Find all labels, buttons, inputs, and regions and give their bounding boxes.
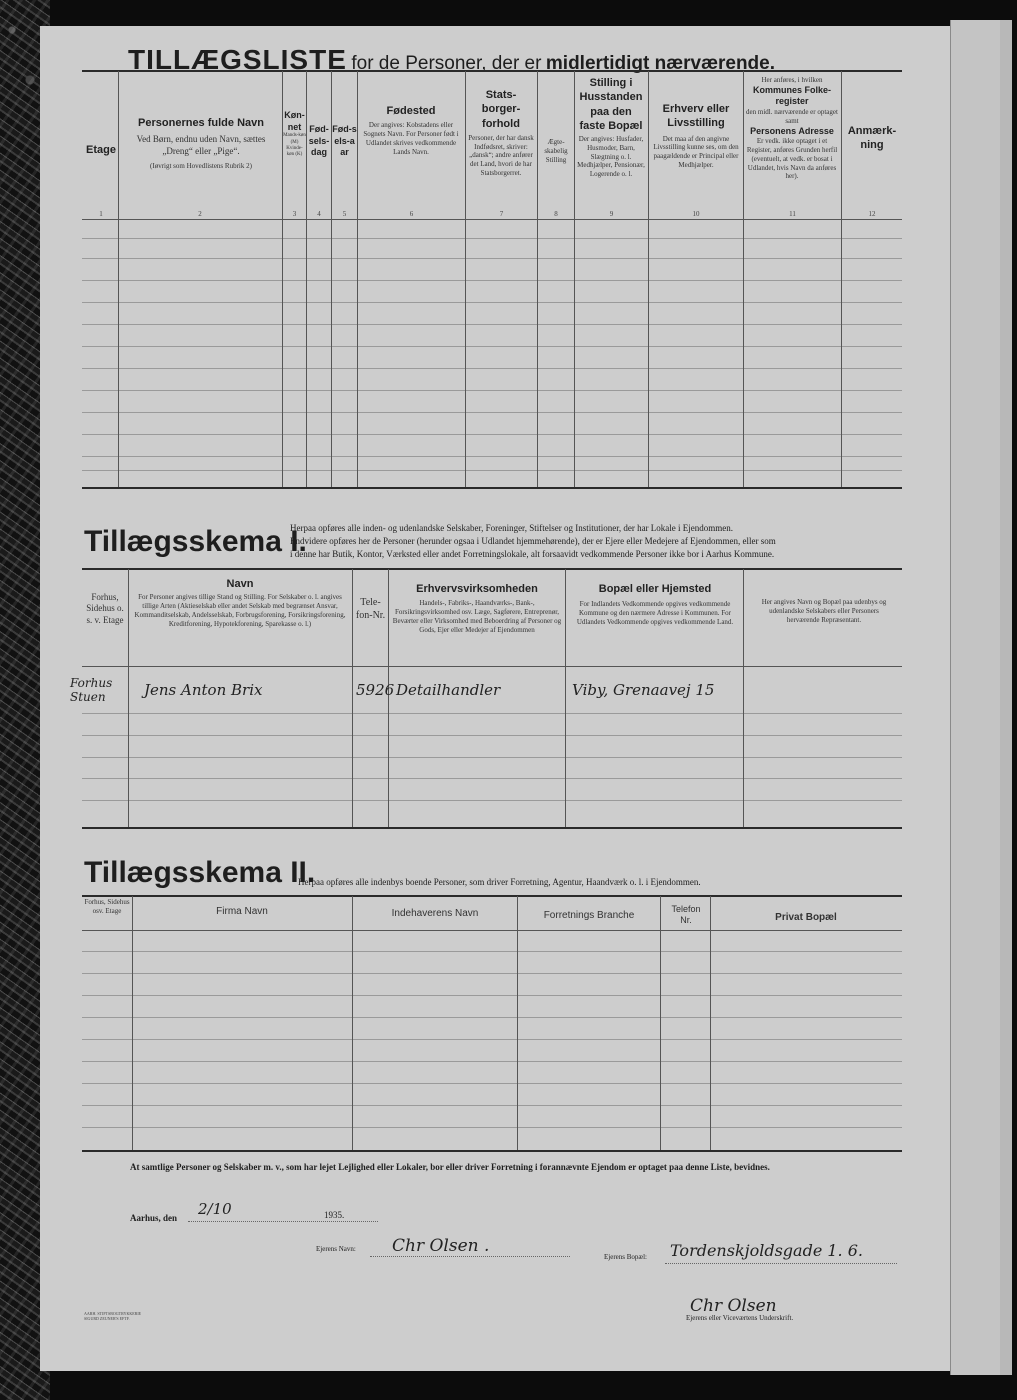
col-num: 7 <box>499 210 504 218</box>
form-title-bold: midlertidigt nærværende. <box>545 53 776 74</box>
col-koen-header: Køn-net Mands-køn (M) Kvinde-køn (K) <box>283 110 306 158</box>
attestation-statement: At samtlige Personer og Selskaber m. v., som har lejet Lejlighed eller Lokaler, bor eller driver Forretning i forannævnte Ejendom er optaget paa denne Liste, bevidnes. <box>130 1162 770 1172</box>
s2-firma-header: Firma Navn <box>216 906 268 917</box>
s1-row-erhverv: Detailhandler <box>396 681 501 699</box>
owner-address-label: Ejerens Bopæl: <box>604 1253 647 1261</box>
col-erhverv-header: Erhverv eller Livsstilling Det maa af den angivne Livsstilling kunne ses, om den paagældende er Principal eller Medhjælper. <box>653 103 739 169</box>
col-num: 3 <box>292 210 297 218</box>
owner-address-handwritten: Tordenskjoldsgade 1. 6. <box>670 1241 863 1260</box>
col-navn-note: (Iøvrigt som Hovedlistens Rubrik 2) <box>150 161 252 170</box>
col-statsborger-header: Stats-borger-forhold Personer, der har dansk Indfødsret, skriver: „dansk“; andre anfører det Land, hvori de har Statsborgerret. <box>468 89 534 177</box>
s1-bopael-header: Bopæl eller Hjemsted For Indlandets Vedkommende opgives vedkommende Kommune og den nærmere Adresse i Kommunen. For Udlandets Vedkommende opgives vedkommende Land. <box>576 583 734 626</box>
col-num: 2 <box>198 210 202 218</box>
signature-label: Ejerens eller Viceværtens Underskrift. <box>686 1314 794 1322</box>
s1-row-telefon: 5926 <box>356 681 395 699</box>
skema2-intro: Herpaa opføres alle indenbys boende Personer, som driver Forretning, Agentur, Haandværk o. l. i Ejendommen. <box>298 877 701 887</box>
signature-handwritten: Chr Olsen <box>690 1296 777 1316</box>
col-etage-header: Etage <box>86 144 116 156</box>
s1-row-navn: Jens Anton Brix <box>144 681 263 699</box>
s1-etage-header: Forhus, Sidehus o. s. v. Etage <box>86 592 124 625</box>
owner-name-label: Ejerens Navn: <box>316 1245 356 1253</box>
col-foedselsaar-header: Fød-sels-aar <box>332 124 357 158</box>
date-handwritten: 2/10 <box>198 1200 232 1218</box>
printer-imprint: AARH. STIFTSBOGTRYKKERIE SIGURD ZEUNER'S EFTF. <box>84 1311 142 1322</box>
city-label: Aarhus, den <box>130 1213 178 1223</box>
col-husstand-header: Stilling i Husstanden paa den faste Bopæl Der angives: Husfader, Husmoder, Barn, Slægtning o. l. Medhjælper, Pensionær, Logerende o. l. <box>577 77 645 179</box>
s2-bopael-header: Privat Bopæl <box>775 912 837 923</box>
date-line <box>130 1208 350 1224</box>
col-num: 5 <box>342 210 347 218</box>
col-num: 12 <box>868 210 876 218</box>
skema2-title: Tillægsskema II. <box>84 856 316 889</box>
owner-name-handwritten: Chr Olsen . <box>392 1236 490 1256</box>
s2-branche-header: Forretnings Branche <box>543 910 635 921</box>
s1-telefon-header: Tele-fon-Nr. <box>355 597 386 621</box>
s1-navn-header: Navn For Personer angives tillige Stand og Stilling. For Selskaber o. l. angives tillige Arten (Aktieselskab eller andet Selskab med begrænset Ansvar, Kommanditselskab, Andelsselskab, Forbrugsforening, Forsikringsforening, Kreditforening, Hypotekforening, Sparekasse o. l.) <box>134 578 346 628</box>
s1-repraesentant-header: Her angives Navn og Bopæl paa udenbys og udenlandske Selskabers eller Personers herværende Repræsentant. <box>761 598 887 624</box>
s1-row-etage: Forhus Stuen <box>70 676 113 705</box>
s2-etage-header: Forhus, Sidehus osv. Etage <box>84 898 130 915</box>
col-aegteskab-header: Ægte-skabelig Stilling <box>544 138 568 164</box>
col-navn-header: Personernes fulde Navn Ved Børn, endnu uden Navn, sættes „Dreng“ eller „Pige“. (Iøvrigt som Hovedlistens Rubrik 2) <box>122 116 280 170</box>
col-foedselsdag-header: Fød-sels-dag <box>308 124 330 158</box>
col-anmaerkning-header: Anmærk-ning <box>847 125 897 152</box>
form-title-main: TILLÆGSLISTE <box>128 44 347 75</box>
s1-erhverv-header: Erhvervsvirksomheden Handels-, Fabriks-, Haandværks-, Bank-, Forsikringsvirksomhed osv. Læge, Sagførere, Entreprenør, Beværter eller Virksomhed med Beboerdring af Personer og Gods, Ejer eller Medejer af Ejendommen <box>392 583 562 634</box>
s2-indehaver-header: Indehaverens Navn <box>391 908 479 919</box>
col-num: 8 <box>554 210 558 218</box>
facing-page-edge <box>950 20 1001 1375</box>
facing-page-edge-2 <box>1000 20 1012 1375</box>
s1-row-bopael: Viby, Grenaavej 15 <box>572 681 715 699</box>
col-num: 6 <box>409 210 414 218</box>
col-num: 10 <box>692 210 700 218</box>
skema1-title: Tillægsskema I. <box>84 525 307 558</box>
col-num: 1 <box>99 210 103 218</box>
col-num: 9 <box>609 210 614 218</box>
s2-telefon-header: Telefon Nr. <box>671 904 701 926</box>
col-num: 4 <box>317 210 321 218</box>
year-label: 1935. <box>324 1210 345 1220</box>
skema1-intro: Herpaa opføres alle inden- og udenlandske Selskaber, Foreninger, Stiftelser og Institutioner, der har Lokale i Ejendommen. Endvidere opføres her de Personer (herunder ogsaa i Udlandet hjemmehørende), der er Ejere eller Medejere af Ejendommen, eller som i denne har Butik, Kontor, Værksted eller andet Forretningslokale, alt forsaavidt vedkommende Personer ikke bor i Aarhus Kommune. <box>290 523 776 560</box>
col-navn-desc: Ved Børn, endnu uden Navn, sættes „Dreng“ eller „Pige“. <box>136 134 266 156</box>
col-num: 11 <box>789 210 796 218</box>
col-foedested-header: Fødested Der angives: Kobstadens eller Sognets Navn. For Personer født i Udlandet skrives vedkommende Lands Navn. <box>363 105 459 156</box>
col-folkeregister-header: Her anføres, i hvilken Kommunes Folke-register den midl. nærværende er optaget samt Personens Adresse Er vedk. ikke optaget i et Register, anføres Grunden herfil (eventuelt, at vedk. er bosat i Udlandet, hvis Navn da anføres her). <box>746 76 838 181</box>
form-title-rest: for de Personer, der er <box>351 53 542 74</box>
